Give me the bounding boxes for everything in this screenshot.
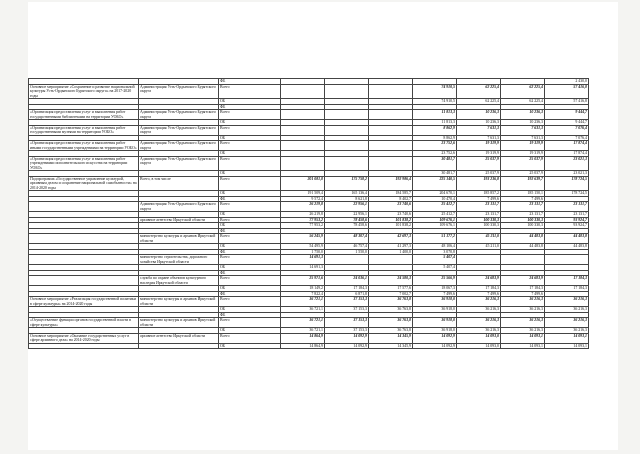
value-cell: 36 216,3 [457,318,501,328]
activity-cell [29,202,139,212]
value-cell: 36 721,1 [281,307,325,313]
value-cell: 2 430,0 [545,79,589,85]
funding-source-cell: Всего [219,202,281,212]
value-cell: 36 216,3 [545,328,589,334]
value-cell: 185 150,1 [501,191,545,197]
funding-source-cell: ФБ [219,228,281,234]
value-cell [325,156,369,171]
executor-cell: Администрация Усть-Ордынского Бурятского округа [139,141,219,151]
executor-cell: министерство культуры и архивов Иркутской области [139,318,219,328]
executor-cell: Администрация Усть-Ордынского Бурятского округа [139,84,219,99]
value-cell: 23 131,7 [545,212,589,218]
table-row [29,234,589,244]
value-cell: 36 721,1 [281,328,325,334]
value-cell: 30 481,7 [413,156,457,171]
funding-source-cell: Всего [219,217,281,223]
value-cell: 109 676,1 [413,223,457,229]
value-cell: 178 724,5 [545,191,589,197]
value-cell: 23 752,6 [413,141,457,151]
table-row [29,125,589,135]
funding-source-cell: ФБ [219,196,281,202]
value-cell: 36 763,8 [369,297,413,307]
value-cell: 9 444,7 [545,110,589,120]
funding-source-cell: ОБ [219,212,281,218]
funding-source-cell: Всего [219,176,281,191]
value-cell: 201 081,8 [281,176,325,191]
value-cell: 175 758,2 [325,176,369,191]
funding-source-cell: ОБ [219,307,281,313]
value-cell: 36 763,8 [369,328,413,334]
value-cell: 74 910,5 [413,84,457,99]
funding-source-cell: ФБ [219,312,281,318]
value-cell: 36 918,0 [413,297,457,307]
value-cell: 25 037,9 [457,171,501,177]
value-cell: 23 021,3 [545,171,589,177]
funding-source-cell: Всего [219,110,281,120]
executor-cell: служба по охране объектов культурного наследия Иркутской области [139,276,219,286]
table-row [29,333,589,343]
value-cell: 51 177,2 [413,234,457,244]
funding-source-cell: ОБ [219,244,281,250]
activity-cell: «Осуществление функции органов государственной власти в сфере культуры» [29,318,139,328]
value-cell: 93 924,7 [545,223,589,229]
value-cell: 7 631,3 [457,125,501,135]
value-cell: 225 140,5 [413,176,457,191]
activity-cell: Основное мероприятие «Оказание государственных услуг в сфере архивного дела» на 2014-2020 годы [29,333,139,343]
funding-source-cell: ОБ [219,120,281,126]
table-row [29,318,589,328]
value-cell: 36 763,8 [369,318,413,328]
value-cell: 14 691,3 [281,265,325,271]
table-row [29,255,589,265]
value-cell [545,255,589,265]
activity-cell: Основное мероприятие «Реализация государственной политики в сфере культуры» на 2014-2020 годы [29,297,139,307]
activity-cell: «Организация предоставления услуг и выполнения работ учреждениями исполнительского искусства на территории УОБО» [29,156,139,171]
funding-source-cell: Всего [219,125,281,135]
value-cell [325,110,369,120]
value-cell: 17 184,3 [501,286,545,292]
table-body [29,79,589,349]
value-cell: 185 857,2 [457,191,501,197]
value-cell: 48 307,4 [325,234,369,244]
value-cell: 57 416,8 [545,99,589,105]
executor-cell: министерство строительства, дорожного хозяйства Иркутской области [139,255,219,265]
value-cell: 14 345,9 [369,343,413,349]
value-cell: 36 216,3 [457,297,501,307]
value-cell [325,84,369,99]
value-cell: 8 862,9 [413,135,457,141]
table-row [29,110,589,120]
value-cell: 26 219,8 [281,212,325,218]
value-cell: 10 236,3 [457,120,501,126]
value-cell: 30 481,7 [413,171,457,177]
document-page [28,2,618,450]
value-cell: 17 874,4 [545,141,589,151]
value-cell: 8 862,9 [413,125,457,135]
activity-cell: «Организация предоставления услуг и выполнения работ государственными музеями на территории УОБО» [29,125,139,135]
value-cell: 25 037,9 [501,156,545,171]
value-cell: 19 319,9 [501,151,545,157]
funding-source-cell: ОБ [219,343,281,349]
value-cell: 26 219,8 [281,202,325,212]
activity-cell: «Организация предоставления услуг и выполнения работ государственными библиотеками на территории УОБО» [29,110,139,120]
value-cell: 14 864,9 [281,333,325,343]
value-cell: 23 131,7 [501,202,545,212]
value-cell: 57 416,8 [545,84,589,99]
value-cell: 37 153,3 [325,328,369,334]
value-cell: 23 021,3 [545,156,589,171]
executor-cell: министерство культуры и архивов Иркутской области [139,297,219,307]
funding-source-cell: Всего [219,276,281,286]
value-cell: 14 092,9 [325,333,369,343]
value-cell: 23 740,6 [369,212,413,218]
value-cell: 36 918,0 [413,328,457,334]
value-cell: 100 330,3 [457,217,501,223]
value-cell: 7 631,3 [457,135,501,141]
value-cell: 192 986,4 [369,176,413,191]
value-cell: 22 956,1 [325,212,369,218]
value-cell [369,255,413,265]
activity-cell [29,276,139,286]
value-cell: 17 184,3 [545,286,589,292]
value-cell: 24 683,9 [457,276,501,286]
funding-source-cell: ФБ [219,270,281,276]
value-cell: 1 550,0 [325,249,369,255]
value-cell: 23 131,7 [457,212,501,218]
value-cell: 165 136,4 [325,191,369,197]
table-row [29,202,589,212]
value-cell: 17 874,4 [545,151,589,157]
value-cell: 36 216,3 [545,318,589,328]
executor-cell: архивное агентство Иркутской области [139,217,219,223]
executor-cell: Администрация Усть-Ордынского Бурятского округа [139,202,219,212]
value-cell: 62 225,4 [501,84,545,99]
value-cell: 14 092,9 [325,343,369,349]
value-cell: 14 092,9 [413,343,457,349]
value-cell: 77 953,2 [281,223,325,229]
value-cell: 18 149,2 [281,286,325,292]
value-cell: 101 838,2 [369,223,413,229]
value-cell: 56 245,9 [281,234,325,244]
funding-source-cell: Всего [219,234,281,244]
funding-table [28,78,589,349]
executor-cell: министерство культуры и архивов Иркутской области [139,234,219,244]
value-cell [369,110,413,120]
value-cell: 9 572,4 [281,196,325,202]
value-cell [281,84,325,99]
value-cell: 184 585,7 [369,191,413,197]
funding-source-cell: Всего [219,156,281,171]
value-cell: 11 813,3 [413,110,457,120]
value-cell: 6 871,8 [325,291,369,297]
value-cell: 7 076,4 [545,125,589,135]
value-cell [457,255,501,265]
value-cell [369,84,413,99]
value-cell: 54 495,9 [281,244,325,250]
value-cell: 18 067,3 [413,286,457,292]
value-cell: 23 740,6 [369,202,413,212]
value-cell: 42 697,3 [369,234,413,244]
value-cell [281,156,325,171]
value-cell: 36 721,1 [281,297,325,307]
value-cell: 14 092,9 [413,333,457,343]
value-cell: 78 458,6 [325,217,369,223]
value-cell: 192 639,7 [501,176,545,191]
value-cell: 1 750,0 [281,249,325,255]
value-cell [281,110,325,120]
value-cell: 191 509,4 [281,191,325,197]
value-cell: 37 153,3 [325,297,369,307]
funding-source-cell: ФБ [219,249,281,255]
value-cell: 7 631,3 [501,135,545,141]
value-cell: 7 631,3 [501,125,545,135]
value-cell: 25 971,6 [281,276,325,286]
value-cell: 5 407,4 [413,265,457,271]
value-cell: 25 412,7 [413,212,457,218]
value-cell: 62 225,4 [457,84,501,99]
funding-source-cell: ФБ [219,79,281,85]
value-cell: 14 093,1 [501,333,545,343]
value-cell: 36 763,8 [369,307,413,313]
value-cell: 100 330,3 [457,223,501,229]
executor-cell: архивное агентство Иркутской области [139,333,219,343]
funding-source-cell: ФБ [219,291,281,297]
value-cell: 36 216,3 [501,318,545,328]
value-cell: 19 319,9 [457,141,501,151]
executor-cell [139,343,219,349]
value-cell [369,141,413,151]
value-cell: 17 184,3 [545,276,589,286]
value-cell: 44 483,8 [501,244,545,250]
value-cell: 23 131,7 [545,202,589,212]
value-cell: 24 580,3 [369,276,413,286]
value-cell: 3 070,8 [413,249,457,255]
funding-source-cell: ОБ [219,223,281,229]
table-row [29,141,589,151]
value-cell: 23 131,7 [457,202,501,212]
activity-cell: «Организация предоставления услуг и выполнения работ иными государственными учреждениями на территории УОБО» [30,141,137,150]
value-cell [281,125,325,135]
value-cell: 204 670,1 [413,191,457,197]
value-cell: 14 093,0 [457,333,501,343]
funding-source-cell: Всего [219,141,281,151]
funding-source-cell: ОБ [219,135,281,141]
funding-source-cell: ОБ [219,151,281,157]
value-cell: 37 153,3 [325,318,369,328]
value-cell: 23 131,7 [501,212,545,218]
value-cell [325,125,369,135]
value-cell: 22 956,1 [325,202,369,212]
funding-source-cell: Всего [219,84,281,99]
value-cell: 25 037,9 [501,171,545,177]
value-cell: 77 953,2 [281,217,325,223]
value-cell: 8 402,7 [369,196,413,202]
activity-cell [29,234,139,244]
value-cell: 109 676,1 [413,217,457,223]
funding-source-cell: Всего [219,255,281,265]
executor-cell: Администрация Усть-Ордынского Бурятского округа [139,125,219,135]
executor-cell: Администрация Усть-Ордынского Бурятского округа [139,156,219,171]
value-cell: 7 002,7 [369,291,413,297]
value-cell: 44 483,8 [501,234,545,244]
value-cell: 62 225,4 [501,99,545,105]
value-cell: 7 499,6 [501,196,545,202]
value-cell: 11 813,3 [413,120,457,126]
value-cell: 1 400,0 [369,249,413,255]
value-cell: 78 458,6 [325,223,369,229]
value-cell: 10 470,4 [413,196,457,202]
value-cell [325,255,369,265]
funding-source-cell: ФБ [219,104,281,110]
value-cell: 14 093,0 [457,343,501,349]
table-row [29,297,589,307]
value-cell: 44 483,8 [545,234,589,244]
funding-source-cell: ОБ [219,265,281,271]
value-cell: 45 211,0 [457,234,501,244]
funding-source-cell: ОБ [219,171,281,177]
funding-source-cell: ОБ [219,99,281,105]
table-row [29,84,589,99]
value-cell: 178 724,5 [545,176,589,191]
value-cell: 14 093,1 [545,333,589,343]
activity-cell [29,255,139,265]
table-row [29,176,589,191]
value-cell: 100 330,3 [501,223,545,229]
executor-cell: Всего, в том числе [139,176,219,191]
table-row [29,156,589,171]
value-cell [281,141,325,151]
activity-cell: Подпрограмма «Государственное управление культурой, архивным делом и сохранение национальной самобытности» на 2014-2020 годы [30,176,137,190]
value-cell: 74 910,5 [413,99,457,105]
value-cell: 9 444,7 [545,120,589,126]
value-cell: 8 621,8 [325,196,369,202]
value-cell: 17 184,3 [457,286,501,292]
value-cell [369,125,413,135]
value-cell [501,255,545,265]
value-cell: 48 106,4 [413,244,457,250]
funding-source-cell: ОБ [219,286,281,292]
value-cell: 25 566,9 [413,276,457,286]
value-cell: 45 211,0 [457,244,501,250]
value-cell: 93 924,7 [545,217,589,223]
value-cell: 25 037,9 [457,156,501,171]
executor-cell: Администрация Усть-Ордынского Бурятского округа [139,110,219,120]
value-cell: 36 721,1 [281,318,325,328]
funding-source-cell: Всего [219,318,281,328]
value-cell: 10 236,3 [501,110,545,120]
value-cell: 14 093,1 [545,343,589,349]
value-cell: 25 412,7 [413,202,457,212]
value-cell: 24 036,1 [325,276,369,286]
value-cell: 23 752,6 [413,151,457,157]
value-cell: 14 345,9 [369,333,413,343]
value-cell: 7 499,6 [457,291,501,297]
value-cell: 193 236,8 [457,176,501,191]
value-cell: 7 499,6 [501,291,545,297]
funding-source-cell: ОБ [219,328,281,334]
value-cell: 7 499,6 [413,291,457,297]
value-cell: 36 216,3 [545,307,589,313]
value-cell: 19 319,9 [501,141,545,151]
value-cell: 19 319,9 [457,151,501,157]
value-cell: 36 216,3 [457,328,501,334]
value-cell: 36 216,3 [545,297,589,307]
value-cell [325,141,369,151]
value-cell: 44 483,8 [545,244,589,250]
value-cell: 10 236,3 [457,110,501,120]
value-cell: 36 216,3 [501,328,545,334]
value-cell: 37 153,3 [325,307,369,313]
value-cell: 24 683,9 [501,276,545,286]
value-cell: 100 330,3 [501,217,545,223]
value-cell: 14 093,1 [501,343,545,349]
value-cell: 17 184,3 [325,286,369,292]
value-cell: 17 577,6 [369,286,413,292]
value-cell: 41 297,3 [369,244,413,250]
funding-source-cell: ОБ [219,191,281,197]
funding-source-cell: Всего [219,297,281,307]
activity-cell [29,343,139,349]
value-cell: 7 499,6 [457,196,501,202]
value-cell: 101 838,2 [369,217,413,223]
value-cell: 36 216,3 [457,307,501,313]
value-cell: 36 918,0 [413,307,457,313]
value-cell: 14 864,9 [281,343,325,349]
value-cell: 7 076,4 [545,135,589,141]
table-row [29,343,589,349]
value-cell: 5 407,4 [413,255,457,265]
value-cell: 7 822,4 [281,291,325,297]
table-row [29,276,589,286]
funding-source-cell: Всего [219,333,281,343]
value-cell: 46 757,4 [325,244,369,250]
value-cell: 14 691,3 [281,255,325,265]
value-cell: 36 216,3 [501,307,545,313]
activity-cell: Основное мероприятие «Сохранение и развитие национальной культуры Усть-Ордынского Бурятского округа» на 2017-2020 годы [29,84,139,99]
value-cell: 62 225,4 [457,99,501,105]
value-cell: 10 236,3 [501,120,545,126]
value-cell [369,156,413,171]
value-cell: 36 918,0 [413,318,457,328]
value-cell: 36 216,3 [501,297,545,307]
